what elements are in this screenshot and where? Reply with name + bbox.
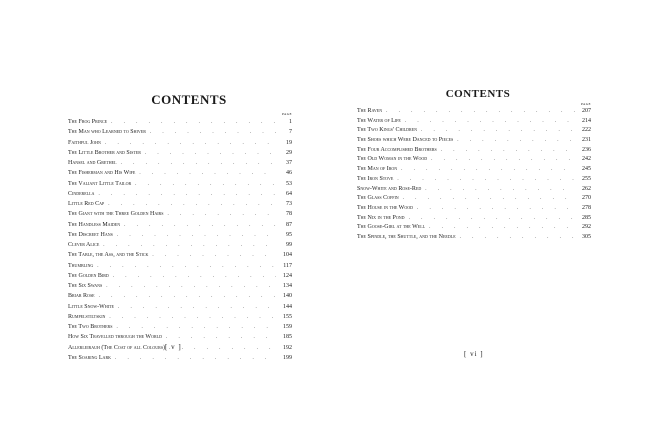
dot-leader xyxy=(397,165,575,175)
toc-entry xyxy=(68,220,292,230)
toc-entry xyxy=(68,199,292,209)
dot-leader xyxy=(401,117,575,127)
toc-entry-title: Rumpelstiltskin xyxy=(68,313,106,320)
toc-entry xyxy=(68,158,292,168)
dot-leader xyxy=(135,169,276,179)
toc-entry xyxy=(357,155,591,165)
toc-entry-title: Hansel and Grethel xyxy=(68,160,117,166)
toc-entry-page: 104 xyxy=(283,252,292,259)
left-page xyxy=(68,92,292,363)
toc-entry xyxy=(357,146,591,156)
dot-leader xyxy=(393,175,575,185)
toc-entry xyxy=(357,223,591,233)
toc-entry-title: Allerleirauh (The Coat of all Colours) xyxy=(68,344,166,351)
toc-entry-page: 245 xyxy=(582,166,591,173)
toc-entry xyxy=(357,107,591,117)
toc-entry-page: 214 xyxy=(582,117,591,124)
toc-entry-page: 305 xyxy=(582,233,591,240)
toc-entry-title: The Shoes which Were Danced to Pieces xyxy=(357,137,454,144)
toc-entry-title: Faithful John xyxy=(68,139,101,146)
dot-leader xyxy=(165,344,276,354)
toc-entry xyxy=(68,179,292,189)
toc-entry-title: The Fisherman and His Wife xyxy=(68,170,136,177)
toc-entry-page: 140 xyxy=(283,293,292,300)
toc-entry-page: 78 xyxy=(286,211,292,218)
toc-entry xyxy=(68,281,292,291)
toc-entry-page: 117 xyxy=(283,262,292,269)
dot-leader xyxy=(417,126,575,136)
toc-entry-page: 155 xyxy=(283,313,292,320)
toc-entry-title: The Two Kings' Children xyxy=(357,127,418,134)
toc-entry-title: The Glass Coffin xyxy=(357,195,399,202)
right-page xyxy=(357,88,591,243)
toc-entry xyxy=(357,204,591,214)
left-page-column-label: PAGE xyxy=(281,112,292,116)
dot-leader xyxy=(146,128,276,138)
toc-entry-title: The Little Brother and Sister xyxy=(68,149,141,156)
dot-leader xyxy=(453,136,575,146)
toc-entry xyxy=(68,261,292,271)
toc-entry xyxy=(357,126,591,136)
toc-entry xyxy=(68,322,292,332)
toc-entry-title: The Four Accomplished Brothers xyxy=(357,146,437,153)
toc-entry-title: The Man who Learned to Shiver xyxy=(68,129,146,136)
toc-entry-page: 185 xyxy=(283,334,292,341)
toc-entry xyxy=(68,117,292,127)
toc-entry-page: 29 xyxy=(286,149,292,156)
toc-entry xyxy=(357,194,591,204)
toc-entry-page: 262 xyxy=(582,185,591,192)
toc-entry xyxy=(357,175,591,185)
toc-entry xyxy=(68,250,292,260)
dot-leader xyxy=(113,231,276,241)
toc-entry-page: 159 xyxy=(283,324,292,330)
dot-leader xyxy=(405,214,575,224)
dot-leader xyxy=(94,190,276,200)
toc-entry-page: 222 xyxy=(582,127,591,134)
dot-leader xyxy=(456,233,575,243)
toc-entry-page: 46 xyxy=(286,170,292,177)
left-folio: [ v ] xyxy=(165,343,182,351)
dot-leader xyxy=(111,354,276,364)
toc-entry-page: 192 xyxy=(283,344,292,351)
toc-entry-title: The Iron Stove xyxy=(357,175,394,182)
toc-entry xyxy=(357,233,591,243)
dot-leader xyxy=(399,194,575,204)
toc-entry-title: The Valiant Little Tailor xyxy=(68,180,132,187)
dot-leader xyxy=(413,204,575,214)
toc-entry-title: Thumbling xyxy=(68,262,94,269)
toc-entry-page: 99 xyxy=(286,242,292,248)
toc-entry-page: 199 xyxy=(283,354,292,361)
toc-entry-page: 285 xyxy=(582,214,591,221)
toc-entry-title: The Two Brothers xyxy=(68,324,113,330)
toc-entry xyxy=(68,240,292,250)
toc-entry-page: 242 xyxy=(582,156,591,163)
toc-entry-title: Little Red Cap xyxy=(68,201,105,207)
dot-leader xyxy=(114,303,276,313)
toc-entry-title: The Old Woman in the Wood xyxy=(357,156,428,163)
toc-entry-page: 73 xyxy=(286,201,292,207)
toc-entry-page: 292 xyxy=(582,224,591,231)
toc-entry-page: 124 xyxy=(283,272,292,279)
toc-entry-title: The Man of Iron xyxy=(357,166,398,173)
toc-entry-page: 144 xyxy=(283,303,292,310)
toc-entry-title: The Water of Life xyxy=(357,117,401,124)
dot-leader xyxy=(93,262,276,272)
toc-entry-title: The House in the Wood xyxy=(357,204,413,211)
toc-entry-title: The Spindle, the Shuttle, and the Needle xyxy=(357,233,456,240)
dot-leader xyxy=(163,210,276,220)
toc-entry xyxy=(357,165,591,175)
toc-entry-title: Briar Rose xyxy=(68,293,95,300)
toc-entry-title: The Discreet Hans xyxy=(68,231,113,238)
toc-entry xyxy=(68,168,292,178)
toc-entry-title: The Giant with the Three Golden Hairs xyxy=(68,211,164,218)
dot-leader xyxy=(382,107,575,117)
dot-leader xyxy=(425,223,575,233)
toc-entry-page: 95 xyxy=(286,231,292,238)
toc-entry-page: 37 xyxy=(286,160,292,166)
toc-entry xyxy=(68,353,292,363)
toc-entry-title: The Handless Maiden xyxy=(68,221,121,228)
toc-entry-page: 231 xyxy=(582,137,591,144)
toc-entry xyxy=(357,136,591,146)
toc-entry-title: The Soaring Lark xyxy=(68,354,111,361)
toc-entry-page: 270 xyxy=(582,195,591,202)
toc-entry xyxy=(68,148,292,158)
toc-entry-title: Cinderella xyxy=(68,190,95,197)
dot-leader xyxy=(105,313,276,323)
toc-entry xyxy=(357,117,591,127)
toc-entry-title: Clever Alice xyxy=(68,242,100,248)
toc-entry-page: 134 xyxy=(283,283,292,289)
dot-leader xyxy=(162,333,276,343)
toc-entry xyxy=(357,185,591,195)
toc-entry-title: The Table, the Ass, and the Stick xyxy=(68,252,149,259)
toc-entry xyxy=(68,209,292,219)
left-page-heading: CONTENTS xyxy=(151,92,227,107)
toc-entry xyxy=(68,332,292,342)
toc-entry-page: 7 xyxy=(289,129,292,136)
toc-entry-title: The Goose-Girl at the Well xyxy=(357,224,426,231)
toc-entry-title: The Golden Bird xyxy=(68,272,109,279)
toc-entry-title: Snow-White and Rose-Red xyxy=(357,185,422,192)
toc-entry xyxy=(68,291,292,301)
dot-leader xyxy=(421,185,575,195)
toc-entry-title: The Six Swans xyxy=(68,283,103,289)
toc-entry-title: Little Snow-White xyxy=(68,303,114,310)
right-page-heading: CONTENTS xyxy=(445,88,511,100)
toc-entry-page: 1 xyxy=(289,119,292,125)
toc-entry-page: 255 xyxy=(582,175,591,182)
dot-leader xyxy=(148,251,276,261)
toc-entry xyxy=(357,214,591,224)
dot-leader xyxy=(141,149,276,159)
dot-leader xyxy=(109,272,276,282)
toc-entry-page: 278 xyxy=(582,204,591,211)
toc-entry xyxy=(68,271,292,281)
toc-entry xyxy=(68,138,292,148)
toc-entry xyxy=(68,312,292,322)
left-contents-list xyxy=(68,117,292,363)
dot-leader xyxy=(437,146,575,156)
toc-entry-page: 207 xyxy=(582,108,591,114)
toc-entry xyxy=(68,189,292,199)
right-page-column-label: PAGE xyxy=(580,102,591,106)
toc-entry xyxy=(68,127,292,137)
toc-entry-page: 64 xyxy=(286,190,292,197)
toc-entry-title: The Nix in the Pond xyxy=(357,214,405,221)
right-contents-list xyxy=(357,107,591,243)
toc-entry-title: The Raven xyxy=(357,108,383,114)
toc-entry-title: How Six Travelled through the World xyxy=(68,334,162,341)
right-folio: [ vi ] xyxy=(464,350,484,358)
toc-entry-title: The Frog Prince xyxy=(68,119,108,125)
dot-leader xyxy=(117,159,276,169)
toc-entry-page: 87 xyxy=(286,221,292,228)
toc-entry xyxy=(68,230,292,240)
dot-leader xyxy=(131,180,276,190)
dot-leader xyxy=(427,155,575,165)
dot-leader xyxy=(95,292,276,302)
toc-entry xyxy=(68,302,292,312)
dot-leader xyxy=(102,282,276,292)
toc-entry-page: 236 xyxy=(582,146,591,153)
toc-entry-page: 53 xyxy=(286,180,292,187)
dot-leader xyxy=(120,221,276,231)
toc-entry-page: 19 xyxy=(286,139,292,146)
